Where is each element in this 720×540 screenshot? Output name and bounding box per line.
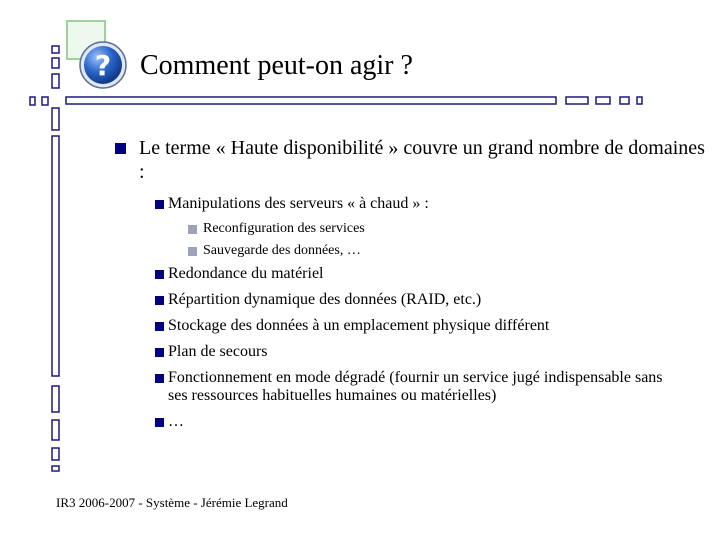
- frame-block: [52, 136, 59, 376]
- sub-list-item: [188, 221, 712, 237]
- square-bullet-icon: [155, 322, 164, 331]
- frame-block: [52, 448, 59, 460]
- frame-block: [42, 97, 48, 105]
- list-item-text: Répartition dynamique des données (RAID, etc.): [168, 291, 482, 308]
- list-item: [155, 369, 668, 405]
- frame-block: [620, 97, 629, 104]
- frame-block: [637, 97, 642, 104]
- square-bullet-icon: [155, 374, 164, 383]
- sub-list-item-text: Sauvegarde des données, …: [203, 243, 361, 258]
- slide-content: [112, 136, 712, 439]
- list-item: [155, 317, 712, 335]
- frame-block: [52, 108, 59, 130]
- main-bullet: [112, 136, 712, 184]
- frame-block: [52, 386, 59, 412]
- gray-square-bullet-icon: [188, 225, 197, 234]
- sub-list-item: [188, 243, 712, 259]
- square-bullet-icon: [155, 200, 164, 209]
- frame-block: [52, 74, 59, 88]
- frame-block: [52, 420, 59, 440]
- question-mark-icon: [78, 40, 128, 90]
- slide-footer: IR3 2006-2007 - Système - Jérémie Legrand: [56, 495, 288, 510]
- square-bullet-icon: [155, 348, 164, 357]
- list-item-text: …: [168, 413, 184, 430]
- gray-square-bullet-icon: [188, 247, 197, 256]
- slide-title: Comment peut-on agir ?: [140, 50, 413, 81]
- list-item-text: Manipulations des serveurs « à chaud » :: [168, 195, 429, 212]
- square-bullet-icon: [155, 296, 164, 305]
- list-item-text: Plan de secours: [168, 343, 268, 360]
- frame-block: [52, 46, 59, 53]
- sub-list-item-text: Reconfiguration des services: [203, 221, 365, 236]
- frame-block: [566, 97, 588, 104]
- list-item-text: Redondance du matériel: [168, 265, 324, 282]
- svg-text:?: ?: [94, 49, 112, 82]
- frame-block: [30, 97, 35, 105]
- square-bullet-icon: [155, 270, 164, 279]
- list-item-text: Stockage des données à un emplacement physique différent: [168, 317, 550, 334]
- main-bullet-text: Le terme « Haute disponibilité » couvre un grand nombre de domaines :: [139, 137, 705, 183]
- list-item: [155, 343, 712, 361]
- list-item: [155, 291, 712, 309]
- frame-block: [596, 97, 610, 104]
- frame-block: [66, 97, 556, 104]
- frame-block: [52, 58, 59, 68]
- frame-block: [52, 466, 59, 471]
- square-bullet-icon: [115, 143, 126, 154]
- list-item: [155, 265, 712, 283]
- list-item: [155, 195, 712, 213]
- square-bullet-icon: [155, 418, 164, 427]
- list-item-text: Fonctionnement en mode dégradé (fournir un service jugé indispensable sans ses ressources habituelles humaines ou matérielles): [168, 369, 663, 404]
- list-item: [155, 413, 712, 431]
